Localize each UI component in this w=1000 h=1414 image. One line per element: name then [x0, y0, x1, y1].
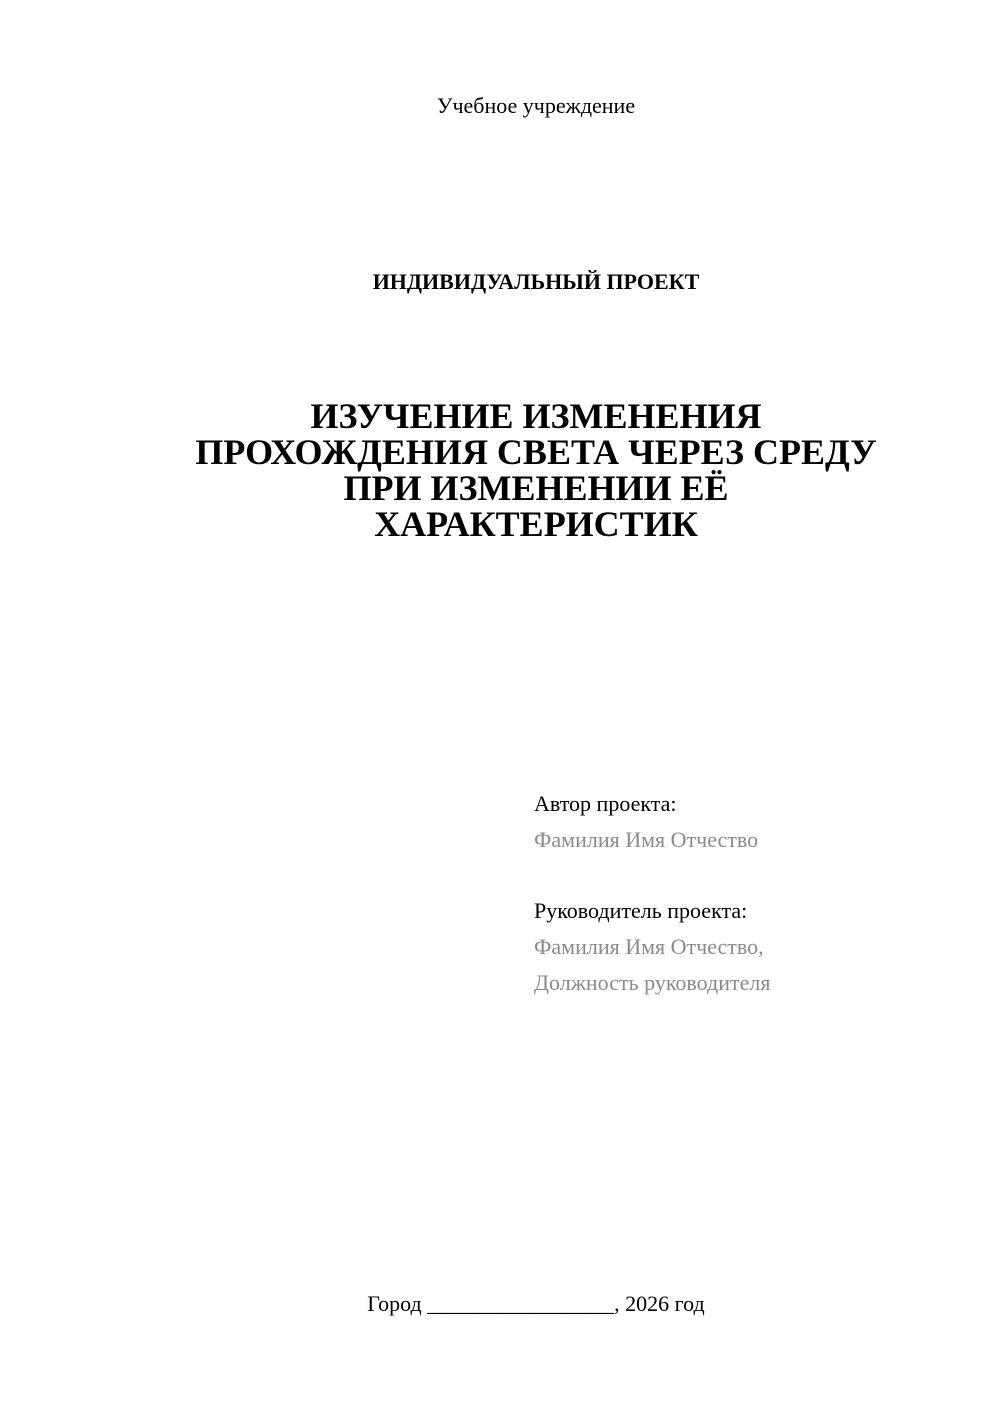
- institution-name: Учебное учреждение: [436, 93, 636, 118]
- supervisor-block: [534, 893, 770, 1001]
- city-year-line: Город _________________, 2026 год: [367, 1291, 705, 1316]
- project-type-heading: ИНДИВИДУАЛЬНЫЙ ПРОЕКТ: [372, 269, 700, 294]
- project-title: [0, 398, 1000, 542]
- author-label: Автор проекта:: [534, 791, 677, 816]
- project-title-line: ИЗУЧЕНИЕ ИЗМЕНЕНИЯ: [310, 396, 762, 436]
- project-title-line: ХАРАКТЕРИСТИК: [374, 504, 698, 544]
- project-title-line: ПРОХОЖДЕНИЯ СВЕТА ЧЕРЕЗ СРЕДУ: [195, 432, 877, 472]
- project-title-line: ПРИ ИЗМЕНЕНИИ ЕЁ: [343, 468, 729, 508]
- author-name: Фамилия Имя Отчество: [534, 827, 759, 852]
- supervisor-position: Должность руководителя: [534, 970, 771, 995]
- author-block: [534, 786, 758, 858]
- supervisor-label: Руководитель проекта:: [534, 898, 748, 923]
- supervisor-name: Фамилия Имя Отчество,: [534, 934, 764, 959]
